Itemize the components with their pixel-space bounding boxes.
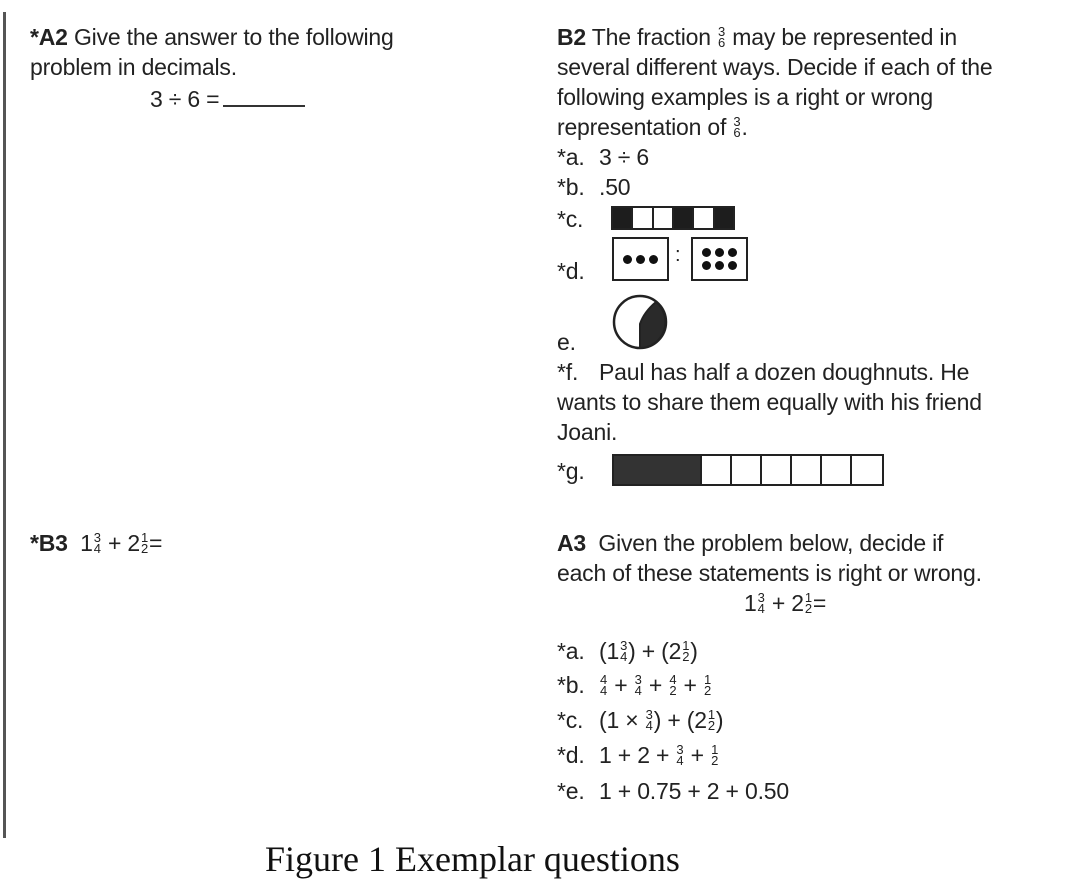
item-text: Joani.	[557, 419, 618, 445]
item-b2-b	[557, 172, 630, 202]
item-text: Paul has half a dozen doughnuts. He	[599, 359, 970, 385]
item-a3-d: *d. 1 + 2 + 3 4 + 1 2	[557, 741, 719, 768]
prompt-text: representation of	[557, 114, 727, 140]
item-a3-e	[557, 776, 789, 806]
shaded-bar-c	[611, 206, 735, 230]
question-id: B2	[557, 24, 587, 50]
fraction-3-6: 3 6	[733, 113, 741, 140]
question-id: *B3	[30, 530, 68, 556]
prompt-text: The fraction	[591, 24, 711, 50]
prompt-text: may be represented in	[732, 24, 957, 50]
shaded-bar-g	[612, 454, 884, 486]
fraction-3-6: 3 6	[718, 23, 726, 50]
item-label: *a.	[557, 638, 585, 664]
fraction-1-2: 1 2	[141, 529, 149, 556]
ratio-separator: :	[675, 244, 681, 266]
item-text: wants to share them equally with his friend	[557, 389, 982, 415]
item-text: 1 + 0.75 + 2 + 0.50	[599, 778, 789, 804]
item-a3-c: *c. (1 × 3 4 ) + (2 1 2 )	[557, 706, 724, 733]
question-a3	[557, 528, 982, 618]
item-label: e.	[557, 329, 576, 355]
answer-blank[interactable]	[223, 85, 305, 107]
a3-problem: 1 3 4 + 2 1 2 =	[744, 589, 827, 616]
item-a3-a: *a. (1 3 4 ) + (2 1 2 )	[557, 637, 698, 664]
item-label: *d.	[557, 258, 585, 284]
question-b2: B2 The fraction 3 6 may be represented in several different ways. Decide if each of the following examples is a right or wrong representation of 3 6 .	[557, 23, 993, 140]
prompt-text: several different ways. Decide if each of the	[557, 54, 993, 80]
prompt-text: each of these statements is right or wrong.	[557, 560, 982, 586]
item-label: *d.	[557, 742, 585, 768]
prompt-text: Given the problem below, decide if	[598, 530, 944, 556]
item-b2-g	[557, 456, 599, 486]
item-label: *b.	[557, 174, 585, 200]
question-prompt: Give the answer to the following	[73, 24, 394, 50]
item-label: *g.	[557, 458, 585, 484]
item-text: 3 ÷ 6	[599, 144, 649, 170]
item-label: *c.	[557, 707, 584, 733]
question-id: *A2	[30, 24, 68, 50]
prompt-text: following examples is a right or wrong	[557, 84, 933, 110]
item-label: *b.	[557, 672, 585, 698]
item-b2-a	[557, 142, 649, 172]
item-b2-f	[557, 357, 982, 447]
question-a2	[30, 22, 394, 114]
item-label: *e.	[557, 778, 585, 804]
question-b3: *B3 1 3 4 + 2 1 2 =	[30, 529, 163, 556]
item-b2-c	[557, 204, 599, 234]
item-a3-b: *b. 4 4 + 3 4 + 4 2 + 1 2	[557, 671, 711, 698]
equation: 3 ÷ 6 =	[150, 86, 220, 112]
question-id: A3	[557, 530, 587, 556]
item-label: *f.	[557, 359, 579, 385]
item-text: .50	[599, 174, 631, 200]
fraction-3-4: 3 4	[93, 529, 101, 556]
question-prompt-cont: problem in decimals.	[30, 54, 237, 80]
pie-chart-icon	[612, 294, 668, 350]
dot-box-6	[691, 237, 748, 281]
item-b2-e	[557, 327, 599, 357]
item-label: *c.	[557, 206, 584, 232]
dot-box-3	[612, 237, 669, 281]
item-b2-d	[557, 256, 599, 286]
figure-caption: Figure 1 Exemplar questions	[265, 839, 680, 879]
item-label: *a.	[557, 144, 585, 170]
left-margin-rule	[3, 12, 6, 838]
